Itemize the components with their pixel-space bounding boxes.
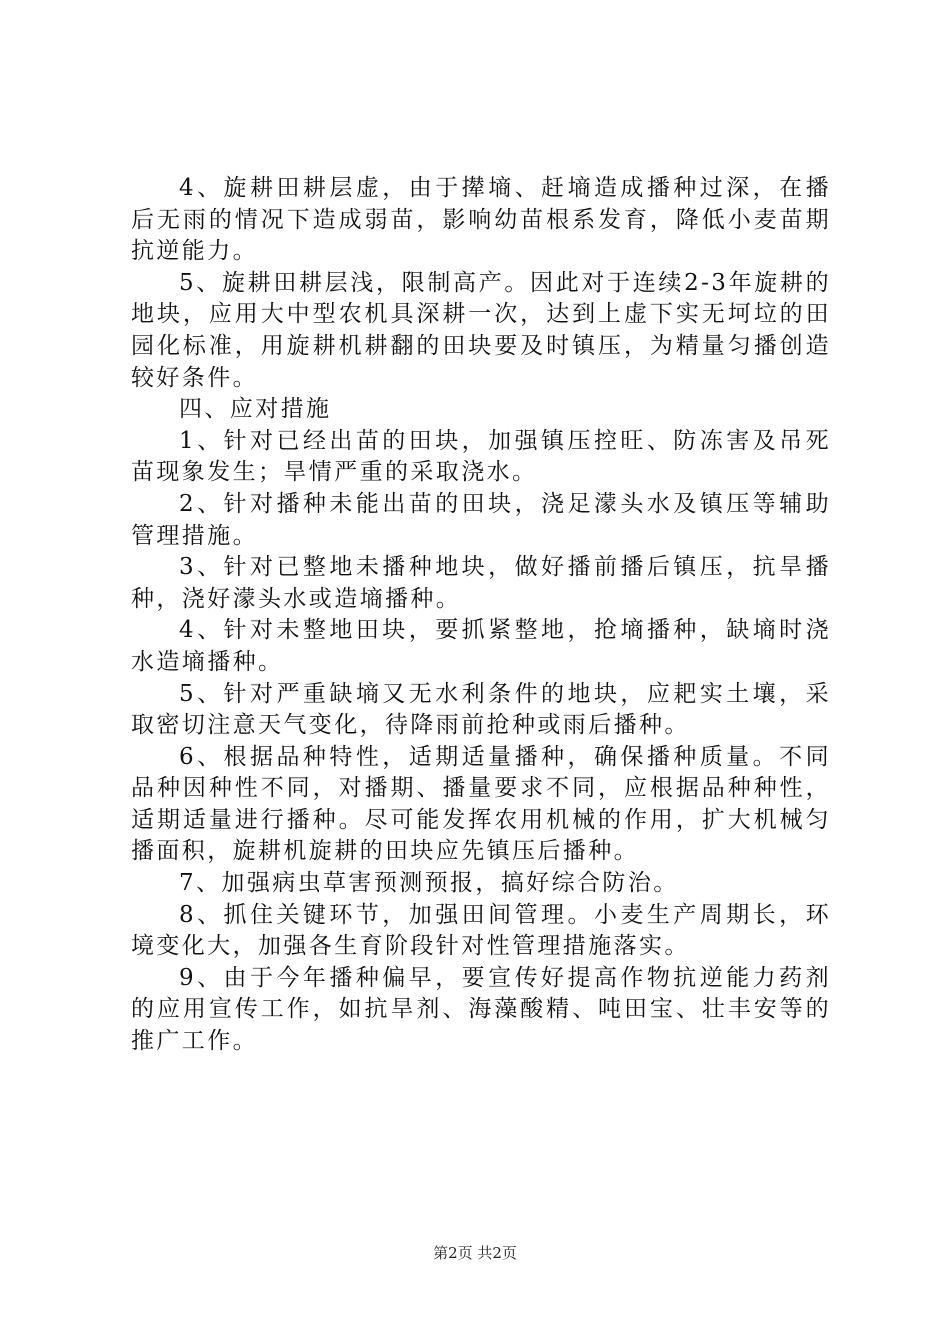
paragraph-1: 4、旋耕田耕层虚，由于撵墒、赶墒造成播种过深，在播后无雨的情况下造成弱苗，影响幼苗根系发育，降低小麦苗期抗逆能力。 [131, 175, 831, 265]
paragraph-3: 1、针对已经出苗的田块，加强镇压控旺、防冻害及吊死苗现象发生；旱情严重的采取浇水。 [131, 427, 831, 486]
paragraph-11: 9、由于今年播种偏早，要宣传好提高作物抗逆能力药剂的应用宣传工作，如抗旱剂、海藻酸精、吨田宝、壮丰安等的推广工作。 [131, 964, 831, 1055]
paragraph-8: 6、根据品种特性，适期适量播种，确保播种质量。不同品种因种性不同，对播期、播量要求不同，应根据品种种性，适期适量进行播种。尽可能发挥农用机械的作用，扩大机械匀播面积，旋耕机旋耕的田块应先镇压后播种。 [131, 743, 831, 865]
paragraph-9: 7、加强病虫草害预测预报，搞好综合防治。 [179, 870, 679, 897]
paragraph-10: 8、抓住关键环节，加强田间管理。小麦生产周期长，环境变化大，加强各生育阶段针对性管理措施落实。 [131, 901, 831, 960]
document-body [131, 173, 831, 1058]
paragraph-6: 4、针对未整地田块，要抓紧整地，抢墒播种，缺墒时浇水造墒播种。 [131, 617, 831, 675]
paragraph-2: 5、旋耕田耕层浅，限制高产。因此对于连续2-3年旋耕的地块，应用大中型农机具深耕一次，达到上虚下实无坷垃的田园化标准，用旋耕机耕翻的田块要及时镇压，为精量匀播创造较好条件。 [131, 269, 831, 391]
paragraph-4: 2、针对播种未能出苗的田块，浇足濛头水及镇压等辅助管理措施。 [131, 490, 831, 549]
section-heading: 四、应对措施 [179, 396, 332, 423]
paragraph-7: 5、针对严重缺墒又无水利条件的地块，应耙实土壤，采取密切注意天气变化，待降雨前抢种或雨后播种。 [131, 680, 831, 739]
page-number-footer: 第2页 共2页 [433, 1244, 517, 1262]
paragraph-5: 3、针对已整地未播种地块，做好播前播后镇压，抗旱播种，浇好濛头水或造墒播种。 [131, 554, 831, 612]
